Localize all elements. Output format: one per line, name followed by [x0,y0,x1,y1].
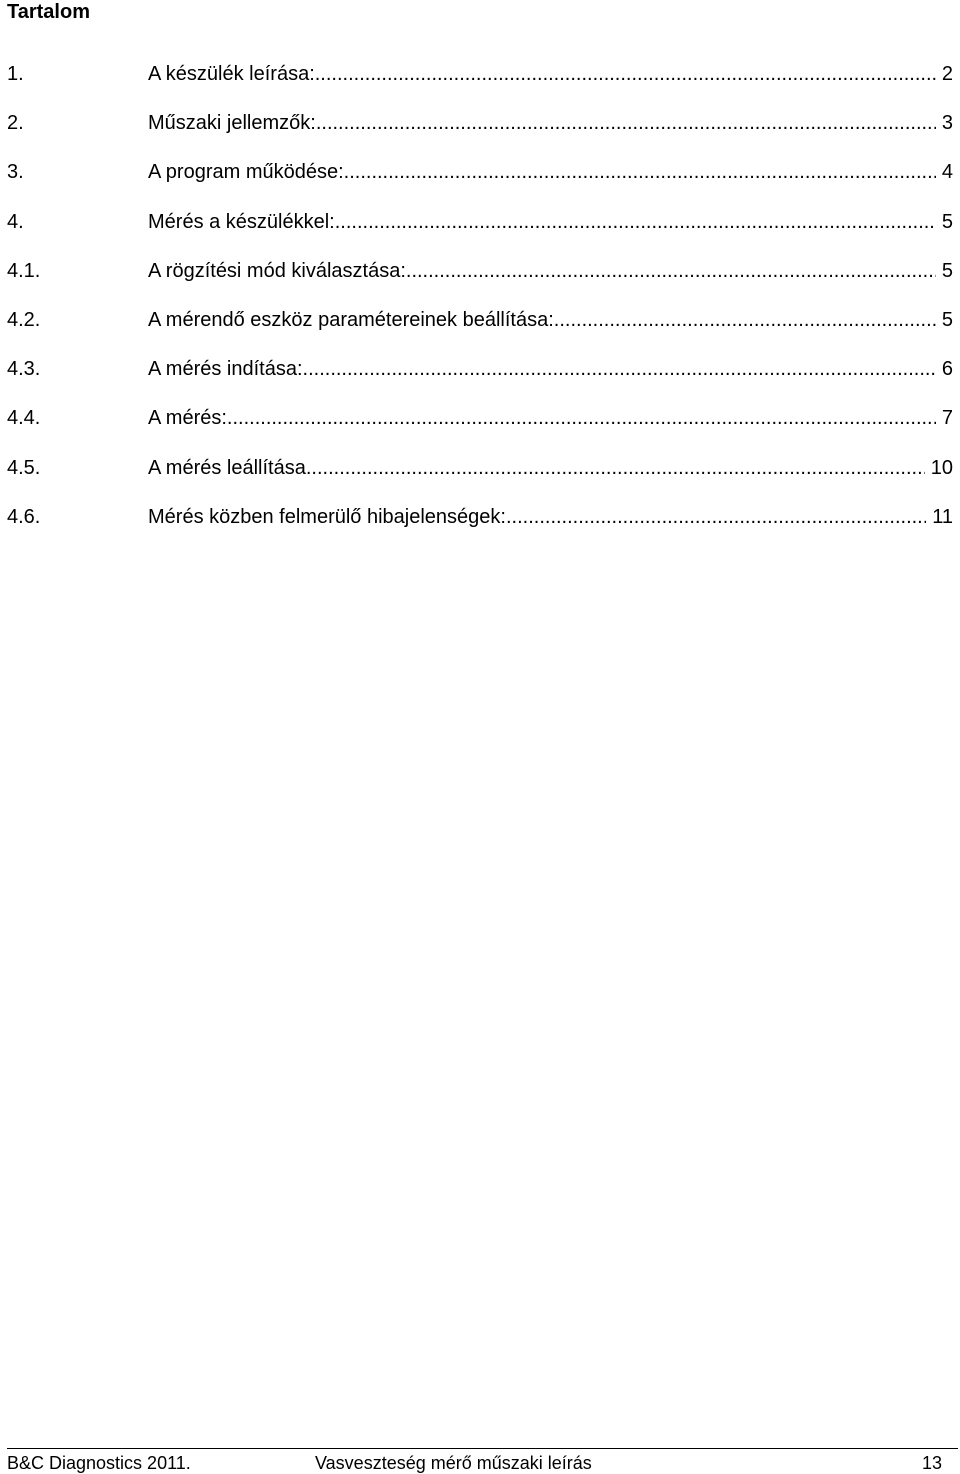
toc-entry-number: 2. [7,112,24,135]
toc-entry[interactable] [7,210,953,259]
toc-dot-leader [406,259,936,283]
toc-entry-title: A mérés: [148,407,227,430]
toc-entry-page: 3 [941,112,953,135]
footer-document-title: Vasveszteség mérő műszaki leírás [315,1453,592,1473]
toc-entry[interactable] [7,308,953,357]
toc-entry-number: 4.1. [7,259,41,282]
toc-entry[interactable] [7,111,953,160]
toc-entry-title: A rögzítési mód kiválasztása: [148,259,406,282]
toc-dot-leader [303,357,936,381]
toc-entry-title: A készülék leírása: [148,63,315,85]
toc-entry[interactable] [7,160,953,209]
toc-entry-number: 4.6. [7,505,41,528]
toc-entry[interactable] [7,456,953,505]
footer-row [7,1449,958,1474]
toc-entry-title: A program működése: [148,161,344,184]
toc-entry-page: 5 [941,210,953,233]
toc-entry[interactable] [7,357,953,406]
toc-dot-leader [335,210,936,234]
toc-entry-number: 4.5. [7,456,41,479]
toc-entry-number: 4. [7,210,24,233]
toc-entry-title: A mérés indítása: [148,358,303,381]
toc-entry[interactable] [7,505,953,554]
toc-entry-page: 7 [941,407,953,430]
toc-entry[interactable] [7,259,953,308]
toc-entry-page: 5 [941,308,953,331]
toc-dot-leader [306,456,925,480]
toc-dot-leader [316,111,936,135]
toc-entry-title: A mérendő eszköz paramétereinek beállítása: [148,308,554,331]
table-of-contents [7,62,953,554]
toc-dot-leader [506,505,926,529]
toc-entry-title: A mérés leállítása [148,456,306,479]
toc-dot-leader [554,308,936,332]
toc-entry-page: 2 [941,63,953,85]
toc-entry-title: Műszaki jellemzők: [148,112,316,135]
page-title: Tartalom [7,1,90,23]
toc-entry-number: 1. [7,63,24,85]
toc-entry-page: 10 [930,456,953,479]
footer-page-number: 13 [921,1453,942,1473]
toc-entry-page: 5 [941,259,953,282]
footer-company: B&C Diagnostics 2011. [7,1453,191,1473]
toc-entry-number: 4.3. [7,358,41,381]
toc-entry[interactable] [7,62,953,111]
page-footer [7,1448,958,1474]
toc-entry-page: 4 [941,161,953,184]
toc-entry-page: 6 [941,358,953,381]
toc-entry-title: Mérés közben felmerülő hibajelenségek: [148,505,506,528]
toc-entry-number: 4.4. [7,407,41,430]
toc-entry-number: 4.2. [7,308,41,331]
toc-entry-page: 11 [932,505,953,528]
toc-dot-leader [344,160,936,184]
toc-entry[interactable] [7,406,953,455]
toc-entry-number: 3. [7,161,24,184]
toc-dot-leader [227,406,936,430]
toc-dot-leader [315,62,936,86]
toc-entry-title: Mérés a készülékkel: [148,210,335,233]
